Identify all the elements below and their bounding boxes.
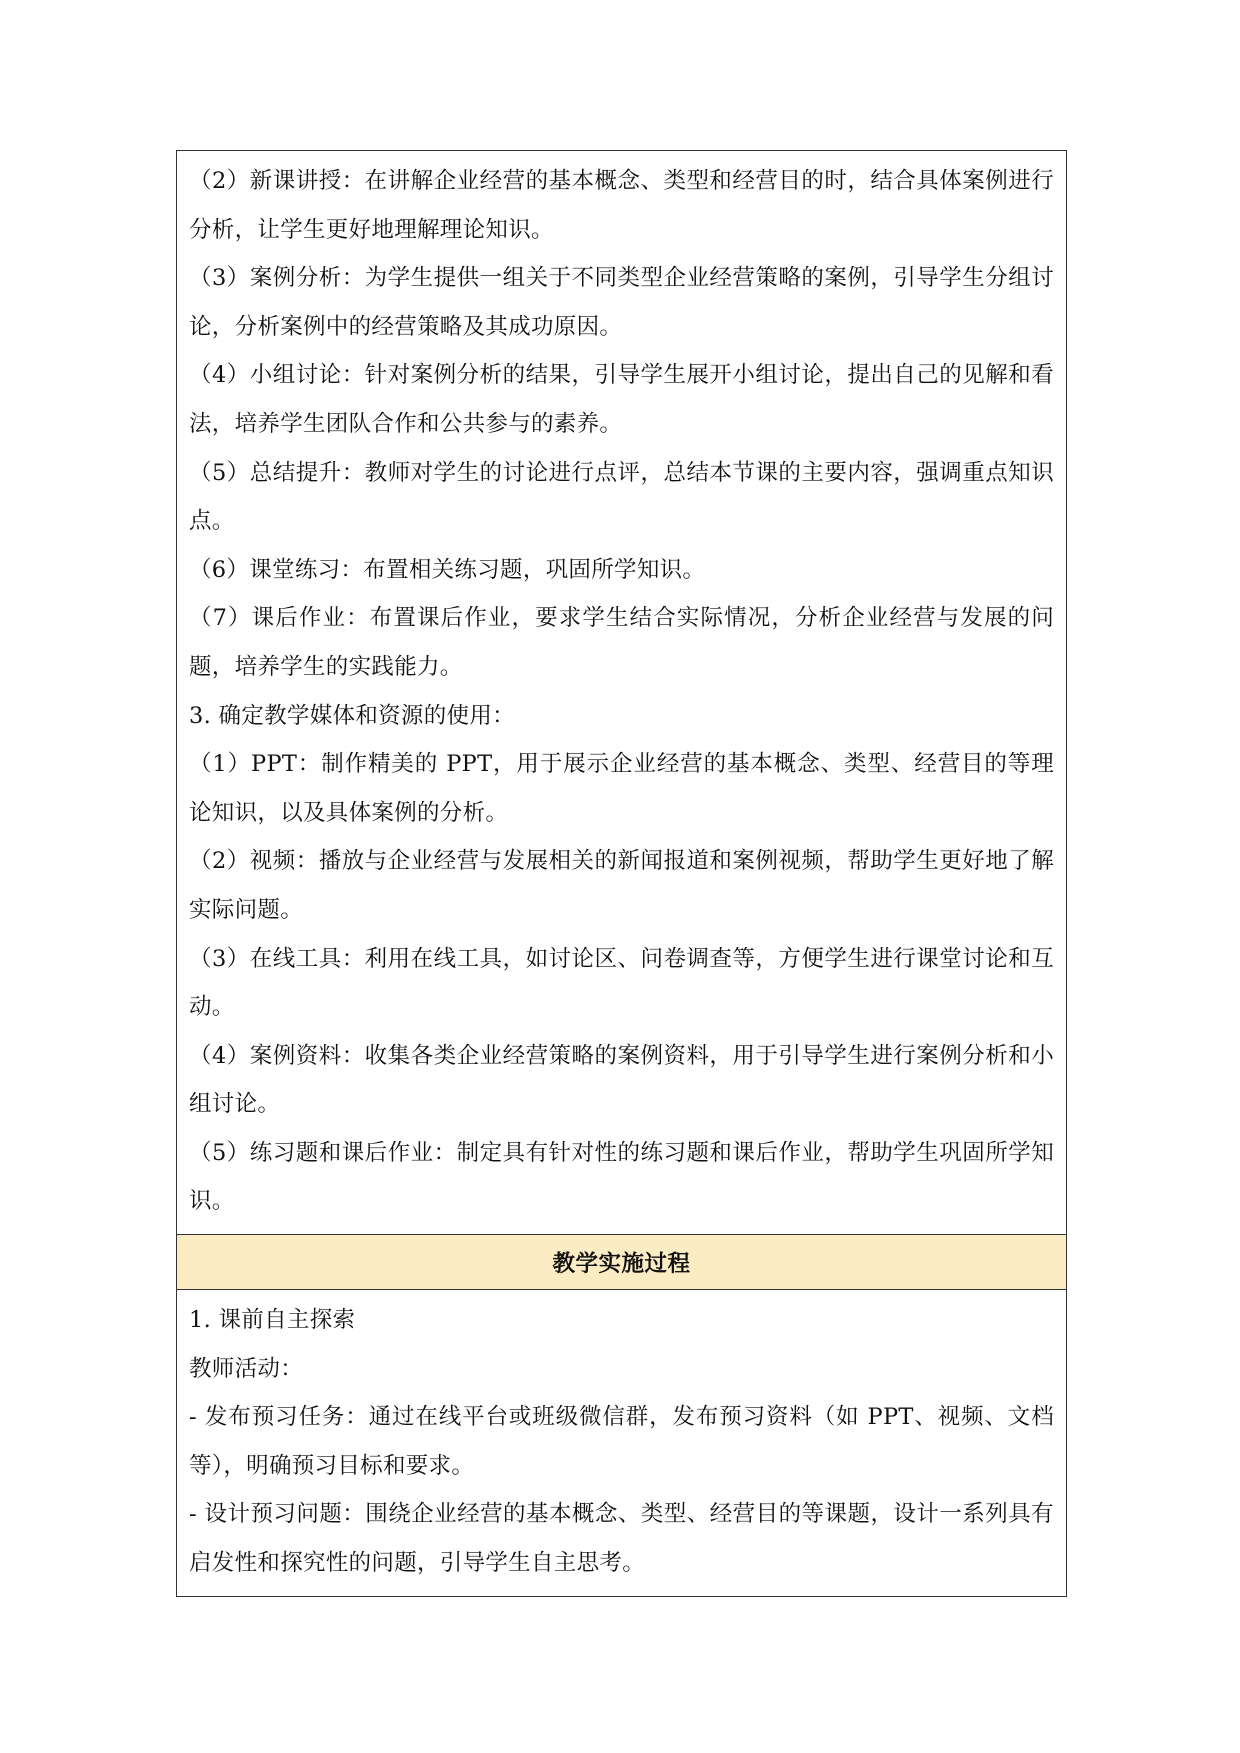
- section-header-row: [177, 1234, 1066, 1290]
- paragraph-ppt: （1）PPT：制作精美的 PPT，用于展示企业经营的基本概念、类型、经营目的等理论知识，以及具体案例的分析。: [189, 751, 1054, 826]
- paragraph-media-heading: 3. 确定教学媒体和资源的使用：: [189, 702, 515, 729]
- paragraph-teacher-activity: 教师活动：: [189, 1355, 304, 1382]
- paragraph-design-questions: - 设计预习问题：围绕企业经营的基本概念、类型、经营目的等课题，设计一系列具有启发性和探究性的问题，引导学生自主思考。: [189, 1501, 1054, 1577]
- paragraph-homework: （7）课后作业：布置课后作业，要求学生结合实际情况，分析企业经营与发展的问题，培养学生的实践能力。: [189, 605, 1054, 680]
- paragraph-video: （2）视频：播放与企业经营与发展相关的新闻报道和案例视频，帮助学生更好地了解实际问题。: [189, 848, 1054, 923]
- paragraph-publish-task: - 发布预习任务：通过在线平台或班级微信群，发布预习资料（如 PPT、视频、文档等），明确预习目标和要求。: [189, 1404, 1054, 1479]
- paragraph-group-discussion: （4）小组讨论：针对案例分析的结果，引导学生展开小组讨论，提出自己的见解和看法，培养学生团队合作和公共参与的素养。: [189, 362, 1054, 437]
- teaching-design-cell: [177, 151, 1066, 1234]
- paragraph-class-exercise: （6）课堂练习：布置相关练习题，巩固所学知识。: [189, 556, 706, 583]
- paragraph-exercises: （5）练习题和课后作业：制定具有针对性的练习题和课后作业，帮助学生巩固所学知识。: [189, 1139, 1054, 1215]
- section-header-title: 教学实施过程: [552, 1251, 691, 1278]
- paragraph-new-lesson: （2）新课讲授：在讲解企业经营的基本概念、类型和经营目的时，结合具体案例进行分析，让学生更好地理解理论知识。: [189, 168, 1054, 243]
- paragraph-case-analysis: （3）案例分析：为学生提供一组关于不同类型企业经营策略的案例，引导学生分组讨论，分析案例中的经营策略及其成功原因。: [189, 265, 1054, 340]
- lesson-plan-table: [176, 150, 1067, 1597]
- paragraph-case-materials: （4）案例资料：收集各类企业经营策略的案例资料，用于引导学生进行案例分析和小组讨论。: [189, 1042, 1054, 1118]
- paragraph-summary: （5）总结提升：教师对学生的讨论进行点评，总结本节课的主要内容，强调重点知识点。: [189, 459, 1054, 535]
- paragraph-preclass-heading: 1. 课前自主探索: [189, 1307, 356, 1334]
- paragraph-online-tools: （3）在线工具：利用在线工具，如讨论区、问卷调查等，方便学生进行课堂讨论和互动。: [189, 945, 1054, 1021]
- implementation-cell: [177, 1290, 1066, 1596]
